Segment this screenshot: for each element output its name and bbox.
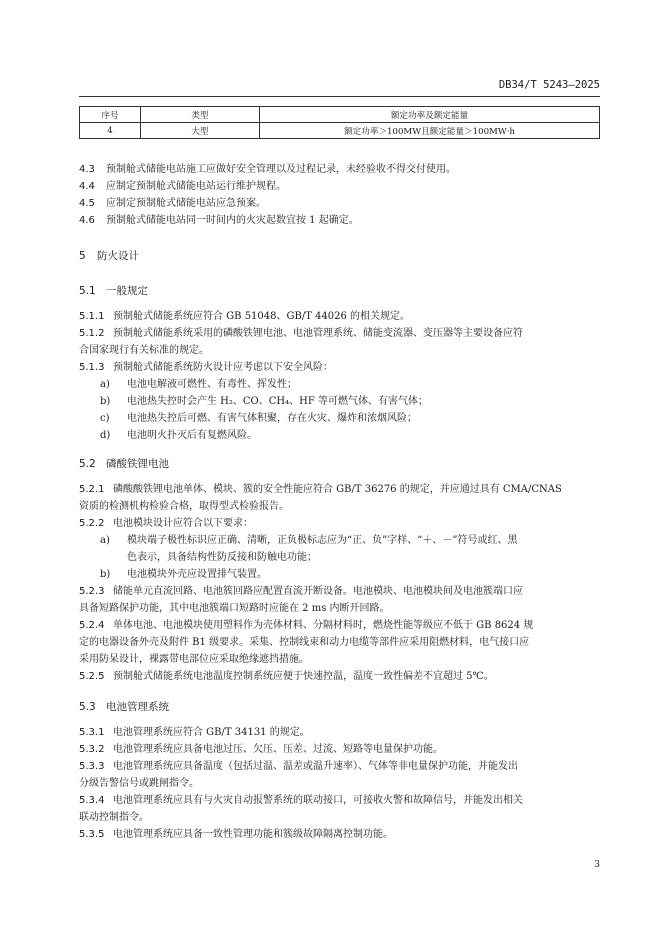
header-rule	[79, 96, 600, 97]
clause	[79, 179, 600, 195]
subsection-title: 磷酸铁锂电池	[106, 458, 169, 470]
clause-text: 预制舱式储能系统电池温度控制系统应便于快速控温，温度一致性偏差不宜超过 5℃。	[113, 671, 494, 682]
clause-number: 5.3.4	[79, 795, 105, 806]
document-code: DB34/T 5243—2025	[498, 79, 600, 91]
clause-number: 5.3.5	[79, 829, 105, 840]
clause	[79, 669, 600, 685]
clause-continuation: 资质的检测机构检验合格，取得型式检验报告。	[79, 501, 289, 512]
list-item	[100, 567, 267, 583]
clause-number: 5.2.4	[79, 620, 105, 631]
list-text: 电池热失控后可燃、有害气体积聚，存在火灾、爆炸和浓烟风险；	[127, 413, 417, 424]
subsection-heading	[79, 456, 600, 472]
clause	[79, 516, 600, 532]
clause-continuation: 具备短路保护功能，其中电池簇端口短路时应能在 2 ms 内断开回路。	[79, 603, 390, 614]
clause-text: 预制舱式储能电站施工应做好安全管理以及过程记录，未经验收不得交付使用。	[106, 164, 456, 175]
subsection-heading	[79, 699, 600, 715]
clause-text: 预制舱式储能系统防火设计应考虑以下安全风险：	[113, 362, 333, 373]
clause-text: 电池管理系统应具备电池过压、欠压、压差、过流、短路等电量保护功能。	[113, 744, 443, 755]
clause-text: 预制舱式储能系统采用的磷酸铁锂电池、电池管理系统、储能变流器、变压器等主要设备应符	[113, 328, 523, 339]
clause	[79, 309, 600, 325]
list-marker: c)	[100, 413, 110, 424]
clause-text: 电池模块设计应符合以下要求：	[113, 518, 253, 529]
clause-number: 5.3.1	[79, 727, 105, 738]
clause-number: 5.2.5	[79, 671, 105, 682]
clause-text: 应制定预制舱式储能电站运行维护规程。	[106, 181, 286, 192]
clause	[79, 326, 600, 342]
clause	[79, 793, 600, 809]
list-marker: d)	[100, 430, 111, 441]
list-item	[100, 411, 417, 427]
subsection-number: 5.3	[79, 701, 96, 713]
subsection-number: 5.2	[79, 458, 96, 470]
list-item	[100, 394, 428, 410]
table-header-cell: 额定功率及额定能量	[260, 107, 600, 123]
clause-text: 单体电池、电池模块使用塑料作为壳体材料、分隔材料时，燃烧性能等级应不低于 GB 8624 规	[113, 620, 534, 631]
page-number: 3	[594, 860, 600, 870]
clause-text: 应制定预制舱式储能电站应急预案。	[106, 198, 266, 209]
table-header-cell: 序号	[80, 107, 141, 123]
clause-number: 5.3.3	[79, 761, 105, 772]
list-marker: b)	[100, 396, 111, 407]
clause	[79, 742, 600, 758]
table-cell: 大型	[141, 123, 260, 139]
clause-text: 电池管理系统应具有与火灾自动报警系统的联动接口，可接收火警和故障信号，并能发出相关	[113, 795, 523, 806]
clause	[79, 827, 600, 843]
subsection-title: 电池管理系统	[106, 701, 169, 713]
list-marker: a)	[100, 379, 110, 390]
list-marker: b)	[100, 569, 111, 580]
clause	[79, 725, 600, 741]
list-item	[100, 377, 297, 393]
clause-text: 预制舱式储能系统应符合 GB 51048、GB/T 44026 的相关规定。	[113, 311, 411, 322]
clause	[79, 618, 600, 634]
clause	[79, 196, 600, 212]
clause-number: 5.2.3	[79, 586, 105, 597]
clause	[79, 584, 600, 600]
clause-number: 5.2.1	[79, 484, 105, 495]
table-cell: 额定功率＞100MW且额定能量＞100MW·h	[260, 123, 600, 139]
clause	[79, 162, 600, 178]
clause-text: 电池管理系统应符合 GB/T 34131 的规定。	[113, 727, 310, 738]
list-text: 电池热失控时会产生 H₂、CO、CH₄、HF 等可燃气体、有害气体；	[127, 396, 428, 407]
clause-text: 磷酸酸铁锂电池单体、模块、簇的安全性能应符合 GB/T 36276 的规定，并应通过具有 CMA/CNAS	[113, 484, 562, 495]
subsection-number: 5.1	[79, 285, 96, 297]
clause	[79, 360, 600, 376]
table-cell: 4	[80, 123, 141, 139]
clause-text: 预制舱式储能电站同一时间内的火灾起数宜按 1 起确定。	[106, 215, 359, 226]
clause-text: 电池管理系统应具备一致性管理功能和簇级故障隔离控制功能。	[113, 829, 393, 840]
list-text: 电池明火扑灭后有复燃风险。	[127, 430, 257, 441]
clause	[79, 213, 600, 229]
clause-text: 储能单元直流回路、电池簇回路应配置直流开断设备。电池模块、电池模块间及电池簇端口应	[113, 586, 523, 597]
clause-number: 4.5	[79, 198, 95, 209]
clause-number: 4.4	[79, 181, 95, 192]
clause-number: 5.1.3	[79, 362, 105, 373]
list-text: 电池电解液可燃性、有毒性、挥发性；	[127, 379, 297, 390]
clause	[79, 482, 600, 498]
clause-continuation: 分级告警信号或跳闸指令。	[79, 778, 199, 789]
clause-number: 5.3.2	[79, 744, 105, 755]
list-item	[100, 533, 517, 549]
subsection-heading	[79, 283, 600, 299]
clause	[79, 759, 600, 775]
list-marker: a)	[100, 535, 110, 546]
clause-number: 4.3	[79, 164, 95, 175]
section-heading	[79, 248, 600, 264]
list-item	[100, 428, 257, 444]
subsection-title: 一般规定	[106, 285, 148, 297]
table-header-row	[80, 107, 600, 123]
clause-continuation: 采用防呆设计，裸露带电部位应采取绝缘遮挡措施。	[79, 654, 309, 665]
table-row	[80, 123, 600, 139]
section-title: 防火设计	[97, 250, 139, 262]
table-header-cell: 类型	[141, 107, 260, 123]
list-text: 电池模块外壳应设置排气装置。	[127, 569, 267, 580]
list-item-continuation: 色表示，具备结构性防反接和防触电功能；	[127, 552, 317, 563]
clause-continuation: 定的电器设备外壳及附件 B1 级要求。采集、控制线束和动力电缆等部件应采用阻燃材料，电气接口应	[79, 637, 530, 648]
section-number: 5	[79, 250, 86, 262]
clause-text: 电池管理系统应具备温度（包括过温、温差或温升速率）、气体等非电量保护功能，并能发出	[113, 761, 518, 772]
list-text: 模块端子极性标识应正确、清晰，正负极标志应为“正、负”字样、“＋、－”符号或红、黑	[127, 535, 518, 546]
clause-number: 5.1.2	[79, 328, 105, 339]
clause-number: 5.2.2	[79, 518, 105, 529]
clause-continuation: 联动控制指令。	[79, 812, 149, 823]
clause-continuation: 合国家现行有关标准的规定。	[79, 345, 209, 356]
rating-table	[79, 106, 600, 139]
clause-number: 5.1.1	[79, 311, 105, 322]
clause-number: 4.6	[79, 215, 95, 226]
